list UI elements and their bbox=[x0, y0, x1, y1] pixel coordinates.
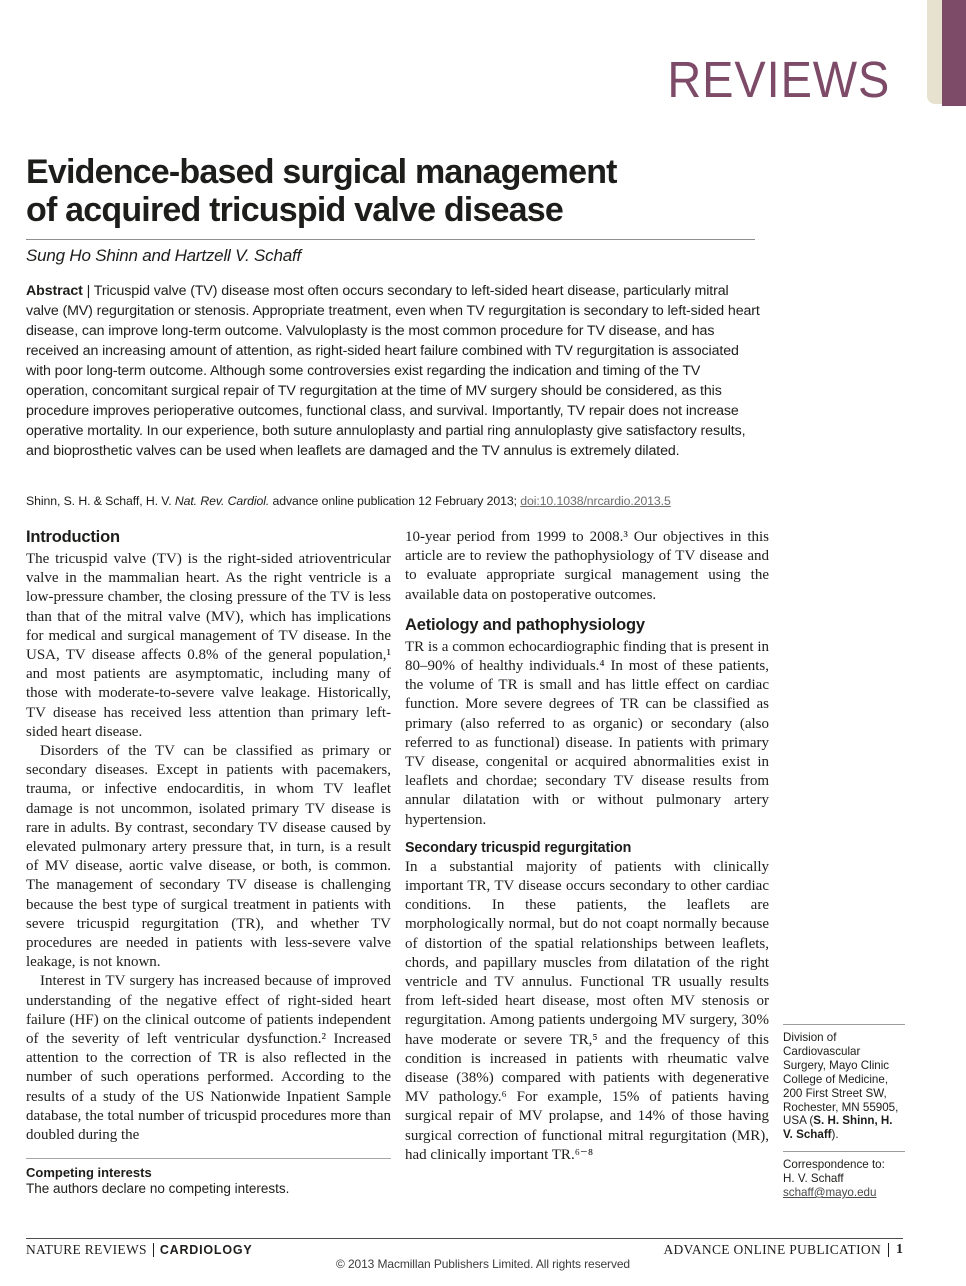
aetiology-paragraph: TR is a common echocardiographic finding that is present in 80–90% of healthy individuals.⁴ In most of these patients, the volume of TR is small and has little effect on cardiac function. More severe degrees of TR can be classified as primary (also referred to as organic) or secondary (also referred to as functional) disease. In patients with primary TV disease, congenital or acquired abnormalities exist in leaflets and chordae; secondary TV disease results from annular dilatation with or without pulmonary artery hypertension. bbox=[405, 638, 769, 828]
competing-interests-heading: Competing interests bbox=[26, 1165, 152, 1180]
footer-journal-section: CARDIOLOGY bbox=[159, 1243, 253, 1257]
competing-interests-text: The authors declare no competing interests. bbox=[26, 1181, 290, 1196]
affiliation-author-names: S. H. Shinn, H. V. Schaff bbox=[783, 1114, 893, 1142]
title-line-2: of acquired tricuspid valve disease bbox=[26, 191, 564, 229]
introduction-heading: Introduction bbox=[26, 528, 120, 546]
footer-publication-status: ADVANCE ONLINE PUBLICATION bbox=[663, 1242, 881, 1257]
citation-journal: Nat. Rev. Cardiol. bbox=[174, 494, 270, 508]
footer-vertical-bar-right bbox=[888, 1243, 889, 1257]
continued-paragraph: 10-year period from 1999 to 2008.³ Our objectives in this article are to review the pathophysiology of TV disease and to evaluate appropriate surgical management using the available data on postoperative outcomes. bbox=[405, 529, 769, 603]
affiliation-text: Division of Cardiovascular Surgery, Mayo Clinic College of Medicine, 200 First Street SW, Rochester, MN 55905, USA ( bbox=[783, 1031, 899, 1128]
footer-publication-info bbox=[663, 1242, 903, 1258]
right-column bbox=[405, 528, 769, 1165]
title-divider bbox=[26, 239, 755, 240]
banner-beige-strip bbox=[927, 0, 942, 104]
citation-authors: Shinn, S. H. & Schaff, H. V. bbox=[26, 494, 175, 508]
competing-interests-box bbox=[26, 1158, 391, 1196]
aetiology-heading: Aetiology and pathophysiology bbox=[405, 615, 645, 634]
affiliation-block bbox=[783, 1024, 905, 1142]
doi-link[interactable]: doi:10.1038/nrcardio.2013.5 bbox=[520, 494, 671, 508]
page-number: 1 bbox=[896, 1242, 903, 1257]
authors-line: Sung Ho Shinn and Hartzell V. Schaff bbox=[26, 246, 302, 265]
abstract-text: Tricuspid valve (TV) disease most often occurs secondary to left-sided heart disease, particularly mitral valve (MV) regurgitation or stenosis. Appropriate treatment, even when TV regurgitation is secondary to left-sided heart disease, can improve long-term outcome. Valvuloplasty is the most common procedure for TV disease, and has received an increasing amount of attention, as right-sided heart failure combined with TV regurgitation is associated with poor long-term outcome. Although some controversies exist regarding the indication and timing of the TV operation, concomitant surgical repair of TV regurgitation at the time of MV surgery should be considered, as this procedure improves perioperative outcomes, functional class, and survival. Importantly, TV repair does not increase operative mortality. In our experience, both suture annuloplasty and partial ring annuloplasty give satisfactory results, and bioprosthetic valves can be used when leaflets are damaged and the TV annulus is extremely dilated. bbox=[26, 283, 760, 459]
affiliation-close: ). bbox=[831, 1128, 839, 1142]
correspondence-label: Correspondence to: bbox=[783, 1158, 885, 1172]
abstract-separator: | bbox=[82, 283, 94, 299]
footer-journal-name: NATURE REVIEWS bbox=[26, 1242, 147, 1257]
reviews-banner-label: REVIEWS bbox=[667, 51, 890, 108]
correspondence-name: H. V. Schaff bbox=[783, 1172, 844, 1186]
title-line-1: Evidence-based surgical management bbox=[26, 153, 617, 191]
introduction-paragraph-2: Disorders of the TV can be classified as primary or secondary diseases. Except in patients with pacemakers, trauma, or infective endocarditis, in whom TV leaflet damage is not uncommon, isolated primary TV disease is rare in adults. By contrast, secondary TV disease caused by elevated pulmonary artery pressure that, in turn, is a result of MV disease, aortic valve disease, or both, is common. The management of secondary TV disease is challenging because the best type of surgical treatment in patients with severe tricuspid regurgitation (TR), and whether TV procedures are needed in patients with less-severe valve leakage, is not known. bbox=[26, 743, 391, 971]
secondary-tr-heading: Secondary tricuspid regurgitation bbox=[405, 839, 632, 856]
copyright-line: © 2013 Macmillan Publishers Limited. All rights reserved bbox=[335, 1257, 631, 1271]
introduction-paragraph-3: Interest in TV surgery has increased because of improved understanding of the negative effect of right-sided heart failure (HF) on the clinical outcome of patients independent of the severity of left ventricular dysfunction.² Increased attention to the correction of TR is also reflected in the number of such operations performed. According to the results of a study of the US Nationwide Inpatient Sample database, the total number of tricuspid procedures more than doubled during the bbox=[26, 973, 391, 1144]
citation-publication: advance online publication 12 February 2013; bbox=[269, 494, 521, 508]
footer-divider bbox=[26, 1238, 903, 1239]
left-column bbox=[26, 528, 391, 1145]
citation-line bbox=[26, 494, 760, 508]
correspondence-block bbox=[783, 1151, 905, 1200]
footer-journal bbox=[26, 1242, 253, 1258]
abstract-paragraph bbox=[26, 281, 760, 461]
correspondence-email-link[interactable]: schaff@mayo.edu bbox=[783, 1186, 877, 1200]
secondary-tr-paragraph: In a substantial majority of patients with clinically important TR, TV disease occurs secondary to other cardiac conditions. In these patients, the leaflets are morphologically normal, but do not coapt normally because of distortion of the spatial relationships between leaflets, chords, and papillary muscles from dilatation of the right ventricle and TV annulus. Functional TR usually results from left-sided heart disease, most often MV stenosis or regurgitation. Among patients undergoing MV surgery, 30% have moderate or severe TR,⁵ and the frequency of this condition is increased in patients with rheumatic valve disease (38%) compared with patients with degenerative MV pathology.⁶ For example, 15% of patients having surgical repair of MV prolapse, and 14% of those having surgical correction of functional mitral regurgitation (MR), had clinically important TR.⁶⁻⁸ bbox=[405, 858, 769, 1163]
page-title bbox=[26, 153, 766, 229]
abstract-label: Abstract bbox=[26, 283, 83, 299]
introduction-paragraph-1: The tricuspid valve (TV) is the right-sided atrioventricular valve in the mammalian heart. As the right ventricle is a low-pressure chamber, the closing pressure of the TV is less than that of the mitral valve (MV), which has implications for medical and surgical management of TV disease. In the USA, TV disease affects 0.8% of the general population,¹ and most patients are asymptomatic, including many of those with moderate-to-severe valve leakage. Historically, TV disease has received less attention than primary left-sided heart disease. bbox=[26, 551, 391, 740]
banner-purple-strip bbox=[942, 0, 966, 106]
margin-sidebar bbox=[783, 1024, 905, 1200]
footer-vertical-bar bbox=[153, 1243, 154, 1257]
